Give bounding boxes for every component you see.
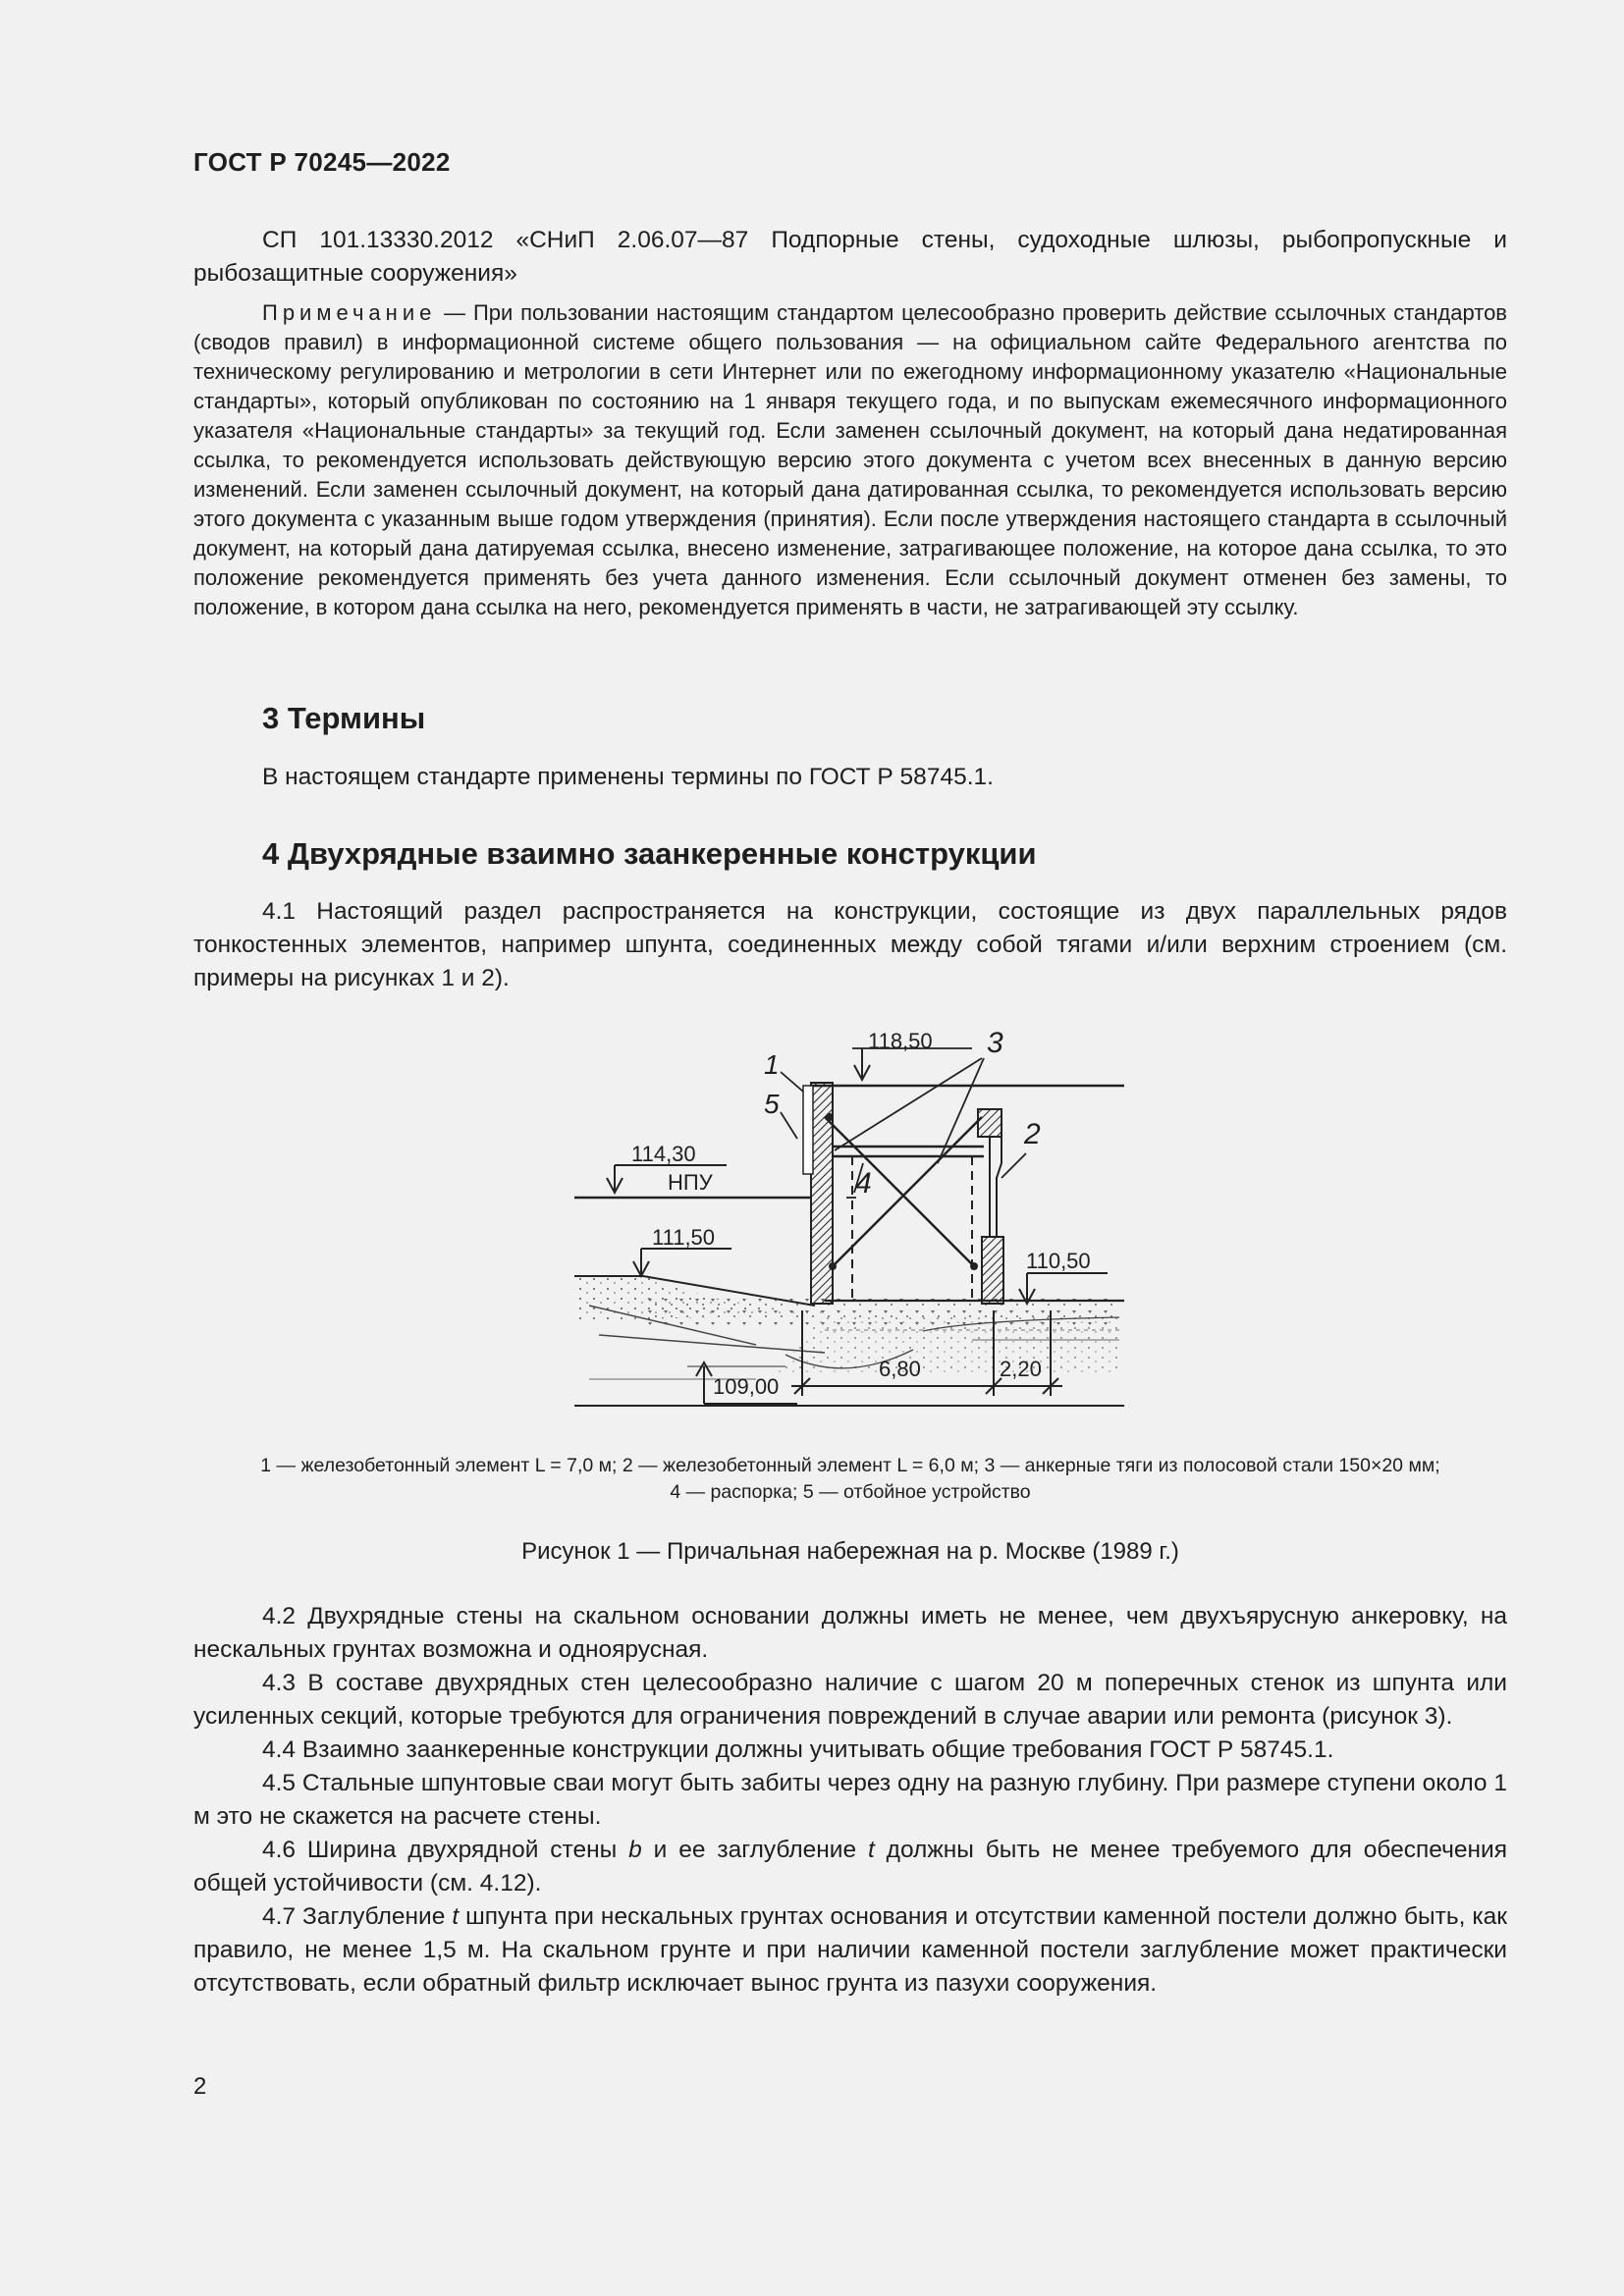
label-elev-111-50: 111,50 — [652, 1225, 716, 1250]
label-elev-109-00: 109,00 — [713, 1374, 780, 1399]
label-dim-2-20: 2,20 — [1000, 1357, 1042, 1381]
reference-sp: СП 101.13330.2012 «СНиП 2.06.07—87 Подпорные стены, судоходные шлюзы, рыбопропускные и рыбозащитные сооружения» — [193, 227, 1507, 287]
figure-1-legend — [193, 1453, 1507, 1506]
note-label: Примечание — [262, 300, 437, 325]
label-mark-1: 1 — [764, 1049, 780, 1080]
page-number: 2 — [193, 2073, 207, 2100]
label-mark-4: 4 — [855, 1167, 872, 1200]
label-mark-5: 5 — [764, 1089, 780, 1119]
label-elev-114-30: 114,30 — [631, 1142, 696, 1166]
p47-part-a: 4.7 Заглубление — [262, 1903, 453, 1930]
p46-part-c: и ее заглубление — [641, 1837, 868, 1863]
figure-legend-line-2: 4 — распорка; 5 — отбойное устройство — [670, 1481, 1031, 1503]
label-mark-3: 3 — [987, 1027, 1003, 1059]
section-4-paragraphs — [193, 1600, 1507, 2001]
paragraph-4-4: 4.4 Взаимно заанкеренные конструкции должны учитывать общие требования ГОСТ Р 58745.1. — [262, 1736, 1334, 1763]
p46-var-t: t — [867, 1837, 875, 1863]
figure-1-title: Рисунок 1 — Причальная набережная на р. Москве (1989 г.) — [521, 1538, 1179, 1565]
label-dim-6-80: 6,80 — [879, 1357, 921, 1381]
p47-var-t: t — [452, 1903, 460, 1930]
p46-var-b: b — [628, 1837, 642, 1863]
note-text: — При пользовании настоящим стандартом целесообразно проверить действие ссылочных стандартов (сводов правил) в информационной системе общего пользования — на официальном сайте Федерального агентства по техническому регулированию и метрологии в сети Интернет или по ежегодному информационному указателю «Национальные стандарты», который опубликован по состоянию на 1 января текущего года, и по выпускам ежемесячного информационного указателя «Национальные стандарты» за текущий год. Если заменен ссылочный документ, на который дана недатированная ссылка, то рекомендуется использовать действующую версию этого документа с учетом всех внесенных в данную версию изменений. Если заменен ссылочный документ, на который дана датированная ссылка, то рекомендуется использовать версию этого документа с указанным выше годом утверждения (принятия). Если после утверждения настоящего стандарта в ссылочный документ, на который дана датируемая ссылка, внесено изменение, затрагивающее положение, на которое дана ссылка, то это положение рекомендуется применять без учета данного изменения. Если ссылочный документ отменен без замены, то положение, в котором дана ссылка на него, рекомендуется применять в части, не затрагивающей эту ссылку. — [193, 300, 1507, 619]
section-3-heading: 3 Термины — [262, 701, 426, 735]
section-4-heading: 4 Двухрядные взаимно заанкеренные конструкции — [262, 836, 1037, 871]
label-mark-2: 2 — [1024, 1118, 1041, 1150]
paragraph-4-1: 4.1 Настоящий раздел распространяется на конструкции, состоящие из двух параллельных рядов тонкостенных элементов, например шпунта, соединенных между собой тягами и/или верхним строением (см. примеры на рисунках 1 и 2). — [193, 898, 1507, 991]
figure-legend-line-1: 1 — железобетонный элемент L = 7,0 м; 2 — железобетонный элемент L = 6,0 м; 3 — анкерные тяги из полосовой стали 150×20 мм; — [260, 1455, 1440, 1476]
paragraph-4-2: 4.2 Двухрядные стены на скальном основании должны иметь не менее, чем двухъярусную анкеровку, на нескальных грунтах возможна и одноярусная. — [193, 1603, 1507, 1663]
paragraph-4-5: 4.5 Стальные шпунтовые сваи могут быть забиты через одну на разную глубину. При размере ступени около 1 м это не скажется на расчете стены. — [193, 1770, 1507, 1830]
paragraph-4-7 — [193, 1900, 1507, 2001]
paragraph-4-3: 4.3 В составе двухрядных стен целесообразно наличие с шагом 20 м поперечных стенок из шпунта или усиленных секций, которые требуются для ограничения повреждений в случае аварии или ремонта (рисунок 3). — [193, 1670, 1507, 1730]
label-elev-118-50: 118,50 — [868, 1029, 933, 1053]
label-npu: НПУ — [668, 1170, 713, 1195]
label-elev-110-50: 110,50 — [1026, 1249, 1091, 1273]
p46-part-a: 4.6 Ширина двухрядной стены — [262, 1837, 629, 1863]
right-wall-element-2 — [978, 1109, 1003, 1304]
p47-part-c: шпунта при нескальных грунтах основания и отсутствии каменной постели должно быть, как правило, не менее 1,5 м. На скальном грунте и при наличии каменной постели заглубление может практически отсутствовать, если обратный фильтр исключает вынос грунта из пазухи сооружения. — [193, 1903, 1508, 1997]
p46-part-e: должны быть не менее требуемого для обеспечения общей устойчивости (см. 4.12). — [193, 1837, 1507, 1896]
document-header: ГОСТ Р 70245—2022 — [193, 147, 451, 177]
paragraph-4-6 — [193, 1834, 1507, 1900]
section-3-text: В настоящем стандарте применены термины по ГОСТ Р 58745.1. — [262, 764, 994, 790]
